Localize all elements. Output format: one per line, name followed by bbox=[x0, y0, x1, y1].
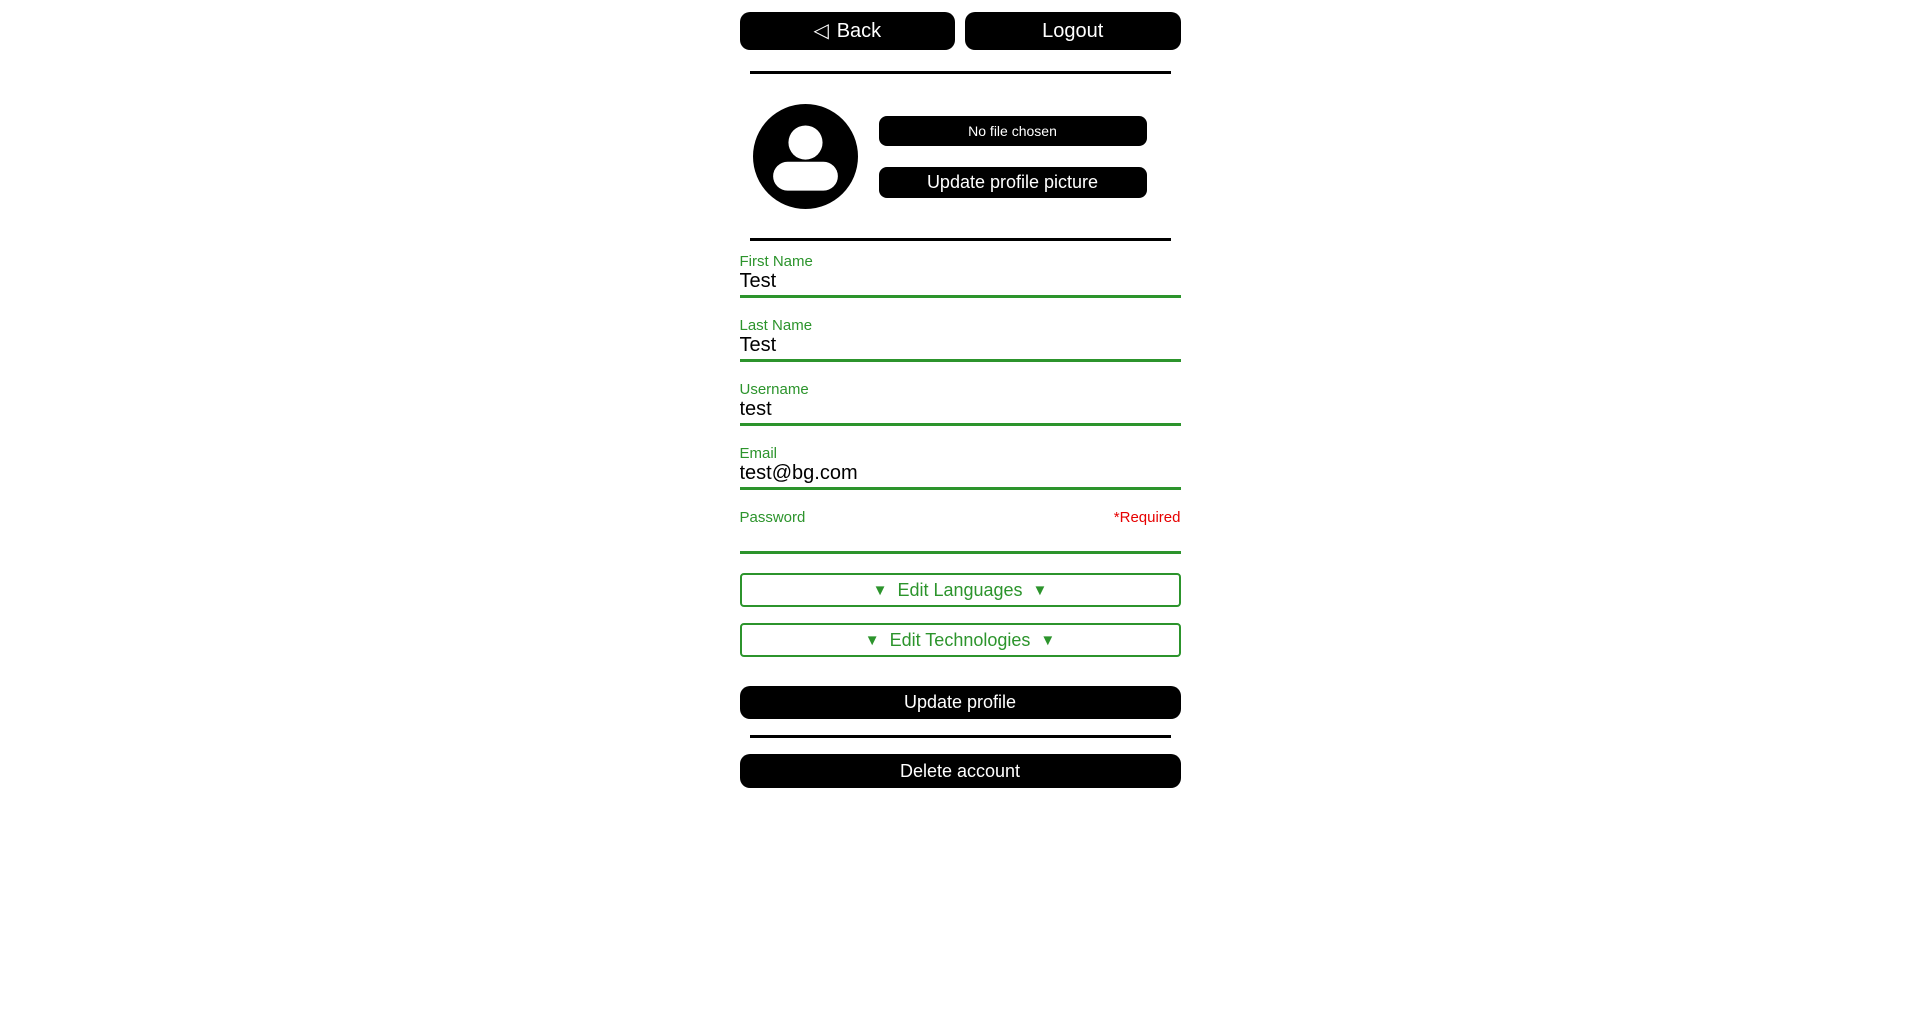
edit-languages-label: Edit Languages bbox=[897, 579, 1023, 600]
password-label: Password bbox=[739, 509, 806, 526]
chevron-down-icon: ▼ bbox=[864, 631, 880, 649]
edit-technologies-label: Edit Technologies bbox=[889, 629, 1031, 650]
picture-button-group bbox=[879, 116, 1147, 198]
last-name-field bbox=[740, 317, 1181, 362]
logout-button-label: Logout bbox=[1042, 19, 1104, 42]
first-name-input[interactable] bbox=[740, 271, 1181, 295]
username-label: Username bbox=[739, 381, 809, 398]
delete-account-button[interactable] bbox=[740, 754, 1181, 788]
username-input[interactable] bbox=[740, 399, 1181, 423]
update-profile-button[interactable] bbox=[740, 686, 1181, 719]
chevron-down-icon: ▼ bbox=[1040, 631, 1056, 649]
person-circle-icon bbox=[753, 104, 858, 209]
update-profile-picture-label: Update profile picture bbox=[926, 171, 1099, 192]
profile-form bbox=[740, 253, 1181, 554]
logout-button[interactable] bbox=[965, 12, 1181, 50]
header-button-row bbox=[740, 12, 1181, 50]
back-arrow-icon: ◁ bbox=[813, 20, 829, 42]
profile-picture-section bbox=[740, 104, 1181, 209]
back-button-label: Back bbox=[836, 19, 882, 42]
divider bbox=[750, 71, 1171, 74]
first-name-field bbox=[740, 253, 1181, 298]
last-name-label: Last Name bbox=[739, 317, 813, 334]
delete-account-label: Delete account bbox=[899, 760, 1021, 781]
last-name-input[interactable] bbox=[740, 335, 1181, 359]
chevron-down-icon: ▼ bbox=[1032, 581, 1048, 599]
password-label-row bbox=[740, 509, 1181, 527]
update-profile-label: Update profile bbox=[903, 692, 1017, 712]
file-input-status: No file chosen bbox=[968, 122, 1057, 139]
password-input[interactable] bbox=[740, 527, 1181, 551]
edit-languages-toggle[interactable] bbox=[740, 573, 1181, 607]
email-label: Email bbox=[739, 445, 778, 462]
edit-technologies-toggle[interactable] bbox=[740, 623, 1181, 657]
content-column bbox=[740, 0, 1181, 788]
divider bbox=[750, 238, 1171, 241]
first-name-label: First Name bbox=[739, 253, 813, 270]
chevron-down-icon: ▼ bbox=[872, 581, 888, 599]
update-profile-picture-button[interactable] bbox=[879, 167, 1147, 198]
file-input-button[interactable] bbox=[879, 116, 1147, 146]
email-input[interactable] bbox=[740, 463, 1181, 487]
divider bbox=[750, 735, 1171, 738]
username-field bbox=[740, 381, 1181, 426]
email-field bbox=[740, 445, 1181, 490]
back-button[interactable] bbox=[740, 12, 956, 50]
required-note: *Required bbox=[1113, 509, 1181, 526]
password-field bbox=[740, 509, 1181, 554]
